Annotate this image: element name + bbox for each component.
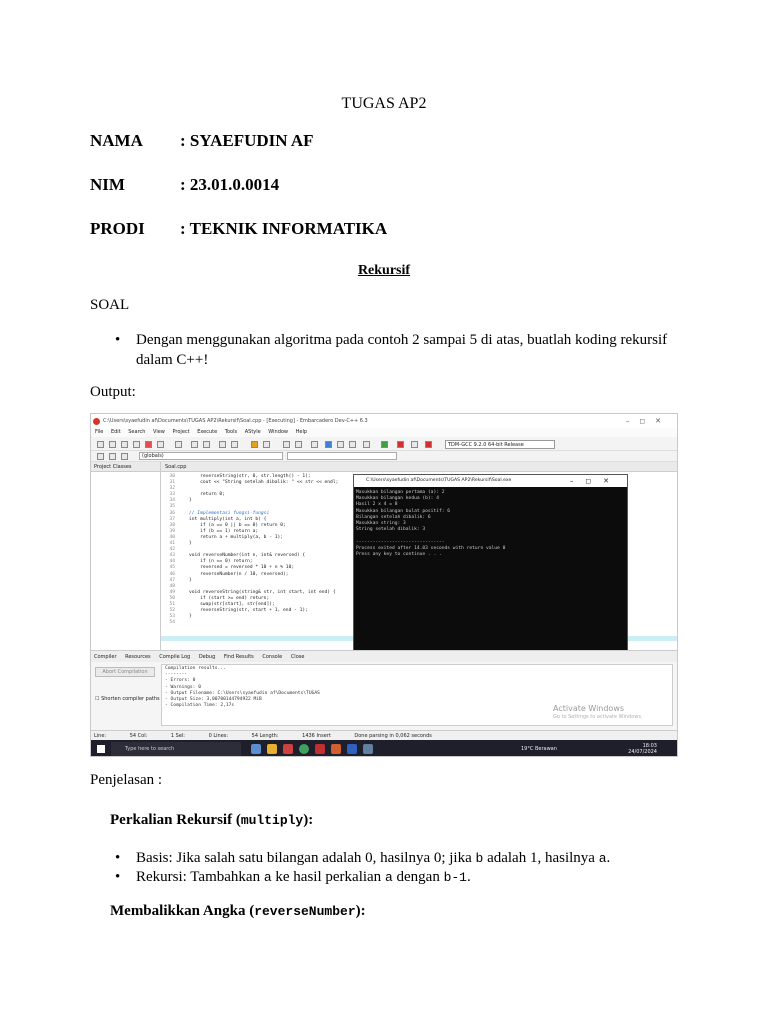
field-label: NAMA bbox=[90, 131, 143, 150]
field-label: PRODI bbox=[90, 219, 145, 238]
app-icon[interactable] bbox=[315, 744, 325, 754]
tab-console[interactable]: Console bbox=[262, 654, 283, 660]
line-number: 51 bbox=[169, 601, 175, 607]
window-controls: –◻✕ bbox=[625, 417, 671, 425]
tab-find-results[interactable]: Find Results bbox=[223, 654, 254, 660]
multiply-bullet-basis bbox=[115, 848, 685, 869]
line-number: 35 bbox=[169, 504, 175, 510]
code-text: return 0; bbox=[189, 492, 225, 498]
ide-window-title: C:\Users\syaefudin af\Documents\TUGAS AP2\Rekursif\Soal.cpp - [Executing] - Embarcadero Dev-C++ 6.3 bbox=[103, 418, 368, 424]
line-number: 45 bbox=[169, 565, 175, 571]
line-number: 41 bbox=[169, 541, 175, 547]
toggle-icon[interactable] bbox=[121, 453, 128, 460]
tab-resources[interactable]: Resources bbox=[125, 654, 151, 660]
line-number: 54 bbox=[169, 620, 175, 626]
menu-execute[interactable]: Execute bbox=[197, 429, 218, 435]
indent-icon[interactable] bbox=[251, 441, 258, 448]
code-text: int multiply(int a, int b) { bbox=[189, 516, 267, 522]
document-title: TUGAS AP2 bbox=[341, 95, 427, 112]
code-text: // Implementasi fungsi-fungsi bbox=[189, 510, 270, 516]
ide-menubar bbox=[91, 428, 677, 437]
field-label: NIM bbox=[90, 175, 125, 194]
insert-icon[interactable] bbox=[109, 453, 116, 460]
line-number: 53 bbox=[169, 614, 175, 620]
soal-heading: SOAL bbox=[90, 297, 130, 313]
unindent-icon[interactable] bbox=[263, 441, 270, 448]
bookmark-icon[interactable] bbox=[283, 441, 290, 448]
field-value: : SYAEFUDIN AF bbox=[180, 131, 314, 150]
menu-tools[interactable]: Tools bbox=[224, 429, 238, 435]
field-nama bbox=[90, 131, 314, 151]
devcpp-taskbar-icon[interactable] bbox=[363, 744, 373, 754]
file-explorer-icon[interactable] bbox=[267, 744, 277, 754]
print-icon[interactable] bbox=[175, 441, 182, 448]
bullet-text: Rekursi: Tambahkan a ke hasil perkalian a dengan b-1. bbox=[136, 869, 471, 885]
code-text: if (n == 0) return; bbox=[189, 559, 253, 565]
console-title: C:\Users\syaefudin af\Documents\TUGAS AP2\Rekursif\Soal.exe bbox=[366, 478, 512, 483]
undo-icon[interactable] bbox=[191, 441, 198, 448]
windows-start-icon[interactable] bbox=[97, 745, 105, 753]
multiply-heading-end: ): bbox=[303, 812, 314, 828]
multiply-bullet-rekursi bbox=[115, 867, 685, 888]
status-insert: 1436 Insert bbox=[302, 733, 331, 739]
console-titlebar bbox=[354, 475, 627, 487]
code-text: if (b == 1) return a; bbox=[189, 528, 259, 534]
line-number: 30 bbox=[169, 474, 175, 479]
menu-window[interactable]: Window bbox=[268, 429, 289, 435]
ide-screenshot bbox=[90, 413, 678, 757]
ide-toolbar-secondary bbox=[91, 451, 677, 462]
penjelasan-label: Penjelasan : bbox=[90, 772, 163, 788]
code-text: if (a == 0 || b == 0) return 0; bbox=[189, 522, 286, 528]
project-tabs[interactable]: Project Classes bbox=[91, 462, 160, 472]
devcpp-icon bbox=[93, 418, 100, 425]
code-line bbox=[161, 480, 361, 486]
run-icon[interactable] bbox=[325, 441, 332, 448]
code-text: cout << "String setelah dibalik: " << str << endl; bbox=[189, 480, 339, 486]
code-text: } bbox=[189, 498, 192, 504]
task-view-icon[interactable] bbox=[251, 744, 261, 754]
line-number: 33 bbox=[169, 492, 175, 498]
tab-close[interactable]: Close bbox=[290, 654, 305, 660]
menu-edit[interactable]: Edit bbox=[110, 429, 121, 435]
find-icon[interactable] bbox=[219, 441, 226, 448]
line-number: 48 bbox=[169, 583, 175, 589]
shorten-label: Shorten compiler paths bbox=[101, 696, 160, 702]
project-panel bbox=[91, 462, 161, 650]
reverse-heading-end: ): bbox=[355, 903, 366, 919]
code-text: } bbox=[189, 577, 192, 583]
save-icon[interactable] bbox=[121, 441, 128, 448]
globals-select[interactable]: (globals) bbox=[139, 452, 283, 460]
console-output: Masukkan bilangan pertama (a): 2 Masukkan bilangan kedua (b): 4 Hasil 2 x 4 = 8 Masukkan bilangan bulat positif: 6 Bilangan setelah dibalik: 6 Masukkan string: 3 String setelah dibalik: 3 -------------------------------- Process exited after 14.03 seconds with return value 0 Press any key to continue . . . bbox=[356, 490, 506, 558]
bullet-dot: • bbox=[115, 869, 121, 885]
code-text: reverseNumber(n / 10, reversed); bbox=[189, 571, 289, 577]
weather-widget[interactable]: 19°C Berawan bbox=[521, 746, 557, 752]
activate-windows-subtext: Go to Settings to activate Windows. bbox=[553, 714, 643, 720]
save-all-icon[interactable] bbox=[133, 441, 140, 448]
line-number: 37 bbox=[169, 516, 175, 522]
soal-text: Dengan menggunakan algoritma pada contoh 2 sampai 5 di atas, buatlah koding rekursif dalam C++! bbox=[136, 332, 668, 368]
multiply-heading bbox=[110, 812, 313, 829]
field-value: : 23.01.0.0014 bbox=[180, 175, 280, 194]
tab-debug[interactable]: Debug bbox=[198, 654, 216, 660]
field-prodi bbox=[90, 219, 387, 239]
code-line bbox=[161, 620, 361, 626]
taskbar-clock[interactable] bbox=[628, 743, 657, 755]
line-number: 47 bbox=[169, 577, 175, 583]
word-icon[interactable] bbox=[347, 744, 357, 754]
app-icon[interactable] bbox=[283, 744, 293, 754]
class-browse-icon[interactable] bbox=[97, 453, 104, 460]
ide-statusbar bbox=[91, 730, 677, 740]
compile-log-text: Compilation results... -------- - Errors: 0 - Warnings: 0 - Output Filename: C:\Users\syaefudin af\Documents\TUGAS - Output Size: 3,00700144794922 MiB - Compilation Time: 2,17s bbox=[161, 664, 673, 726]
multiply-heading-text: Perkalian Rekursif ( bbox=[110, 812, 241, 828]
output-label: Output: bbox=[90, 384, 136, 400]
reverse-heading bbox=[110, 903, 366, 920]
code-text: swap(str[start], str[end]); bbox=[189, 601, 275, 607]
rebuild-icon[interactable] bbox=[349, 441, 356, 448]
shorten-paths-checkbox[interactable]: ☐ Shorten compiler paths bbox=[95, 696, 160, 702]
ide-toolbar bbox=[91, 437, 677, 451]
compiler-select[interactable]: TDM-GCC 9.2.0 64-bit Release bbox=[445, 440, 555, 449]
line-number: 32 bbox=[169, 486, 175, 492]
bullet-dot: • bbox=[115, 850, 121, 866]
compile-icon[interactable] bbox=[311, 441, 318, 448]
code-text: void reverseString(string& str, int start, int end) { bbox=[189, 589, 336, 595]
open-file-icon[interactable] bbox=[109, 441, 116, 448]
line-number: 46 bbox=[169, 571, 175, 577]
code-text: if (start >= end) return; bbox=[189, 595, 270, 601]
abort-compilation-button[interactable]: Abort Compilation bbox=[95, 667, 155, 677]
activate-windows-watermark: Activate Windows bbox=[553, 704, 625, 713]
status-parsing: Done parsing in 0,062 seconds bbox=[354, 733, 432, 739]
line-number: 49 bbox=[169, 589, 175, 595]
bottom-tabs bbox=[91, 650, 677, 662]
code-text: reversed = reversed * 10 + n % 10; bbox=[189, 565, 295, 571]
code-text: reverseString(str, start + 1, end - 1); bbox=[189, 608, 308, 614]
reverse-heading-text: Membalikkan Angka ( bbox=[110, 903, 255, 919]
check-icon[interactable] bbox=[381, 441, 388, 448]
status-length: 54 Length: bbox=[251, 733, 279, 739]
function-select[interactable] bbox=[287, 452, 397, 460]
goto-icon[interactable] bbox=[295, 441, 302, 448]
menu-astyle[interactable]: AStyle bbox=[244, 429, 261, 435]
line-number: 39 bbox=[169, 528, 175, 534]
line-number: 44 bbox=[169, 559, 175, 565]
ide-titlebar bbox=[91, 414, 677, 428]
compile-run-icon[interactable] bbox=[337, 441, 344, 448]
line-number: 31 bbox=[169, 480, 175, 486]
windows-taskbar bbox=[91, 740, 677, 757]
stop-icon[interactable] bbox=[397, 441, 404, 448]
bullet-dot: • bbox=[115, 332, 121, 348]
code-area bbox=[161, 474, 361, 626]
chrome-icon[interactable] bbox=[299, 744, 309, 754]
status-col: 54 Col: bbox=[129, 733, 148, 739]
line-number: 34 bbox=[169, 498, 175, 504]
code-text: void reverseNumber(int n, int& reversed) { bbox=[189, 553, 306, 559]
clock-time: 18:03 bbox=[642, 743, 657, 749]
line-number: 42 bbox=[169, 547, 175, 553]
field-nim bbox=[90, 175, 279, 195]
line-number: 36 bbox=[169, 510, 175, 516]
line-number: 40 bbox=[169, 534, 175, 540]
menu-project[interactable]: Project bbox=[172, 429, 190, 435]
menu-view[interactable]: View bbox=[153, 429, 165, 435]
line-number: 38 bbox=[169, 522, 175, 528]
new-file-icon[interactable] bbox=[97, 441, 104, 448]
tab-compile-log[interactable]: Compile Log bbox=[159, 654, 191, 660]
code-text: return a + multiply(a, b - 1); bbox=[189, 534, 284, 540]
bullet-text: Basis: Jika salah satu bilangan adalah 0, hasilnya 0; jika b adalah 1, hasilnya a. bbox=[136, 850, 611, 866]
code-text: } bbox=[189, 541, 192, 547]
field-value: : TEKNIK INFORMATIKA bbox=[180, 219, 388, 238]
menu-search[interactable]: Search bbox=[128, 429, 146, 435]
status-sel: 1 Sel: bbox=[170, 733, 185, 739]
section-title: Rekursif bbox=[357, 263, 411, 278]
code-text: reverseString(str, 0, str.length() - 1); bbox=[189, 474, 311, 479]
redo-icon[interactable] bbox=[203, 441, 210, 448]
line-number: 43 bbox=[169, 553, 175, 559]
close-all-icon[interactable] bbox=[157, 441, 164, 448]
menu-help[interactable]: Help bbox=[295, 429, 308, 435]
debug-icon[interactable] bbox=[363, 441, 370, 448]
clock-date: 24/07/2024 bbox=[628, 749, 657, 755]
console-window-controls[interactable]: –◻✕ bbox=[569, 477, 621, 485]
profile-icon[interactable] bbox=[425, 441, 432, 448]
status-line: Line: bbox=[94, 733, 107, 739]
soal-bullet bbox=[115, 330, 685, 370]
menu-file[interactable]: File bbox=[95, 429, 104, 435]
multiply-heading-code: multiply bbox=[240, 813, 304, 828]
tab-compiler[interactable]: Compiler bbox=[94, 654, 117, 660]
editor-tab[interactable]: Soal.cpp bbox=[161, 462, 677, 472]
line-number: 50 bbox=[169, 595, 175, 601]
close-file-icon[interactable] bbox=[145, 441, 152, 448]
taskbar-search[interactable]: Type here to search bbox=[111, 742, 241, 756]
line-number: 52 bbox=[169, 608, 175, 614]
status-lines: 0 Lines: bbox=[208, 733, 229, 739]
powerpoint-icon[interactable] bbox=[331, 744, 341, 754]
chart-icon[interactable] bbox=[411, 441, 418, 448]
reverse-heading-code: reverseNumber bbox=[254, 904, 356, 919]
code-text: } bbox=[189, 614, 192, 620]
replace-icon[interactable] bbox=[231, 441, 238, 448]
